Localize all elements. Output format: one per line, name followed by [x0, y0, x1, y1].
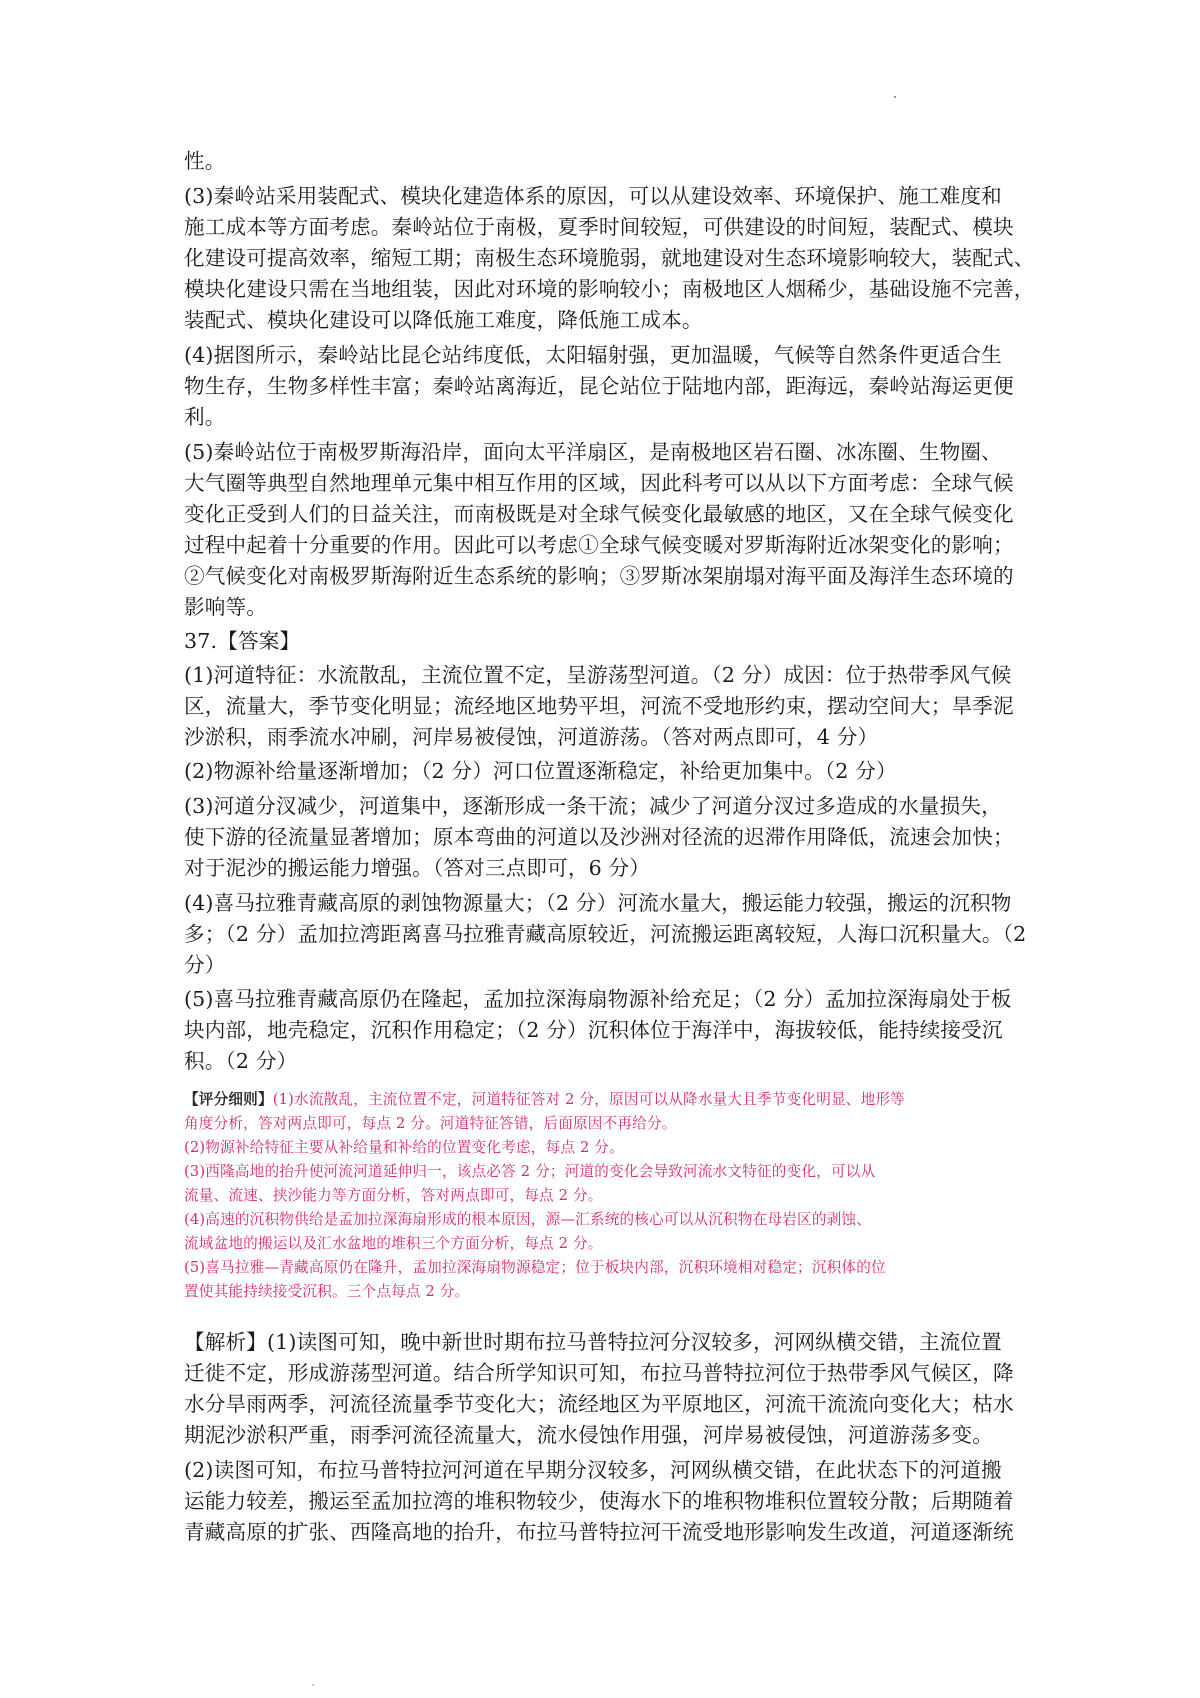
analysis-line: 迁徙不定，形成游荡型河道。结合所学知识可知，布拉马普特拉河位于热带季风气候区，降 — [184, 1361, 1014, 1385]
text-line: ②气候变化对南极罗斯海附近生态系统的影响；③罗斯冰架崩塌对海平面及海洋生态环境的 — [184, 564, 1014, 588]
text-line: 多；（2 分）孟加拉湾距离喜马拉雅青藏高原较近，河流搬运距离较短，人海口沉积量大。（2 — [184, 922, 1027, 946]
rubric-line: 流量、流速、挟沙能力等方面分析，答对两点即可，每点 2 分。 — [184, 1187, 603, 1204]
text-line: 模块化建设只需在当地组装，因此对环境的影响较小；南极地区人烟稀少，基础设施不完善， — [184, 277, 1035, 301]
rubric-line: (2)物源补给特征主要从补给量和补给的位置变化考虑，每点 2 分。 — [184, 1139, 624, 1156]
text-line: 装配式、模块化建设可以降低施工难度，降低施工成本。 — [184, 308, 703, 332]
text-line: 沙淤积，雨季流水冲刷，河岸易被侵蚀，河道游荡。（答对两点即可，4 分） — [184, 725, 879, 749]
text-line: 分） — [184, 953, 226, 977]
analysis-line: 水分旱雨两季，河流径流量季节变化大；流经地区为平原地区，河流干流流向变化大；枯水 — [184, 1392, 1014, 1416]
analysis-line: 【解析】(1)读图可知，晚中新世时期布拉马普特拉河分汊较多，河网纵横交错，主流位置 — [184, 1330, 1002, 1354]
rubric-line: 角度分析，答对两点即可，每点 2 分。河道特征答错，后面原因不再给分。 — [184, 1115, 677, 1132]
text-line: (2)物源补给量逐渐增加；（2 分）河口位置逐渐稳定，补给更加集中。（2 分） — [184, 759, 897, 783]
text-line: (5)喜马拉雅青藏高原仍在隆起，孟加拉深海扇物源补给充足；（2 分）孟加拉深海扇处于板 — [184, 987, 1012, 1011]
text-line: 大气圈等典型自然地理单元集中相互作用的区域，因此科考可以从以下方面考虑：全球气候 — [184, 471, 1014, 495]
rubric-line: (3)西隆高地的抬升使河流河道延伸归一，该点必答 2 分；河道的变化会导致河流水文特征的变化，可以从 — [184, 1163, 876, 1180]
text-line: 对于泥沙的搬运能力增强。（答对三点即可，6 分） — [184, 856, 651, 880]
rubric-line: 置使其能持续接受沉积。三个点每点 2 分。 — [184, 1283, 470, 1300]
text-line: 影响等。 — [184, 595, 267, 619]
text-line: 物生存，生物多样性丰富；秦岭站离海近，昆仑站位于陆地内部，距海远，秦岭站海运更便 — [184, 374, 1014, 398]
text-line: 化建设可提高效率，缩短工期；南极生态环境脆弱，就地建设对生态环境影响较大，装配式、 — [184, 246, 1035, 270]
rubric-line: 流域盆地的搬运以及汇水盆地的堆积三个方面分析，每点 2 分。 — [184, 1235, 603, 1252]
text-line: 过程中起着十分重要的作用。因此可以考虑①全球气候变暖对罗斯海附近冰架变化的影响； — [184, 533, 1014, 557]
text-line: (1)河道特征：水流散乱，主流位置不定，呈游荡型河道。（2 分）成因：位于热带季风气候 — [184, 663, 1012, 687]
answer-heading: 37.【答案】 — [184, 629, 301, 653]
text-line: (4)喜马拉雅青藏高原的剥蚀物源量大；（2 分）河流水量大，搬运能力较强，搬运的沉积物 — [184, 891, 1012, 915]
rubric-line: (4)高速的沉积物供给是孟加拉深海扇形成的根本原因，源—汇系统的核心可以从沉积物在母岩区的剥蚀、 — [184, 1211, 871, 1228]
analysis-line: 运能力较差，搬运至孟加拉湾的堆积物较少，使海水下的堆积物堆积位置较分散；后期随着 — [184, 1489, 1014, 1513]
rubric-line — [184, 1089, 1024, 1110]
text-line: 施工成本等方面考虑。秦岭站位于南极，夏季时间较短，可供建设的时间短，装配式、模块 — [184, 215, 1014, 239]
text-line: 积。（2 分） — [184, 1049, 298, 1073]
scan-speck — [312, 1684, 314, 1686]
analysis-line: 青藏高原的扩张、西隆高地的抬升，布拉马普特拉河干流受地形影响发生改道，河道逐渐统 — [184, 1520, 1014, 1544]
text-line: 使下游的径流量显著增加；原本弯曲的河道以及沙洲对径流的迟滞作用降低，流速会加快； — [184, 825, 1014, 849]
text-line: 块内部，地壳稳定，沉积作用稳定；（2 分）沉积体位于海洋中，海拔较低，能持续接受沉 — [184, 1018, 1003, 1042]
analysis-line: (2)读图可知，布拉马普特拉河河道在早期分汊较多，河网纵横交错，在此状态下的河道搬 — [184, 1458, 1002, 1482]
text-line: 变化正受到人们的日益关注，而南极既是对全球气候变化最敏感的地区，又在全球气候变化 — [184, 502, 1014, 526]
scan-speck — [894, 96, 896, 98]
text-line: 性。 — [184, 149, 226, 173]
analysis-line: 期泥沙淤积严重，雨季河流径流量大，流水侵蚀作用强，河岸易被侵蚀，河道游荡多变。 — [184, 1423, 994, 1447]
rubric-text: (1)水流散乱，主流位置不定，河道特征答对 2 分，原因可以从降水量大且季节变化明显、地形等 — [272, 1091, 905, 1108]
rubric-tag: 【评分细则】 — [184, 1091, 273, 1108]
text-line: 利。 — [184, 405, 226, 429]
rubric-line: (5)喜马拉雅—青藏高原仍在隆升，孟加拉深海扇物源稳定；位于板块内部，沉积环境相对稳定；沉积体的位 — [184, 1259, 886, 1276]
text-line: (4)据图所示，秦岭站比昆仑站纬度低，太阳辐射强，更加温暖，气候等自然条件更适合生 — [184, 343, 1002, 367]
text-line: 区，流量大，季节变化明显；流经地区地势平坦，河流不受地形约束，摆动空间大；旱季泥 — [184, 694, 1014, 718]
text-line: (3)河道分汊减少，河道集中，逐渐形成一条干流；减少了河道分汊过多造成的水量损失， — [184, 794, 1002, 818]
text-line: (3)秦岭站采用装配式、模块化建造体系的原因，可以从建设效率、环境保护、施工难度和 — [184, 184, 1002, 208]
text-line: (5)秦岭站位于南极罗斯海沿岸，面向太平洋扇区，是南极地区岩石圈、冰冻圈、生物圈、 — [184, 440, 1002, 464]
